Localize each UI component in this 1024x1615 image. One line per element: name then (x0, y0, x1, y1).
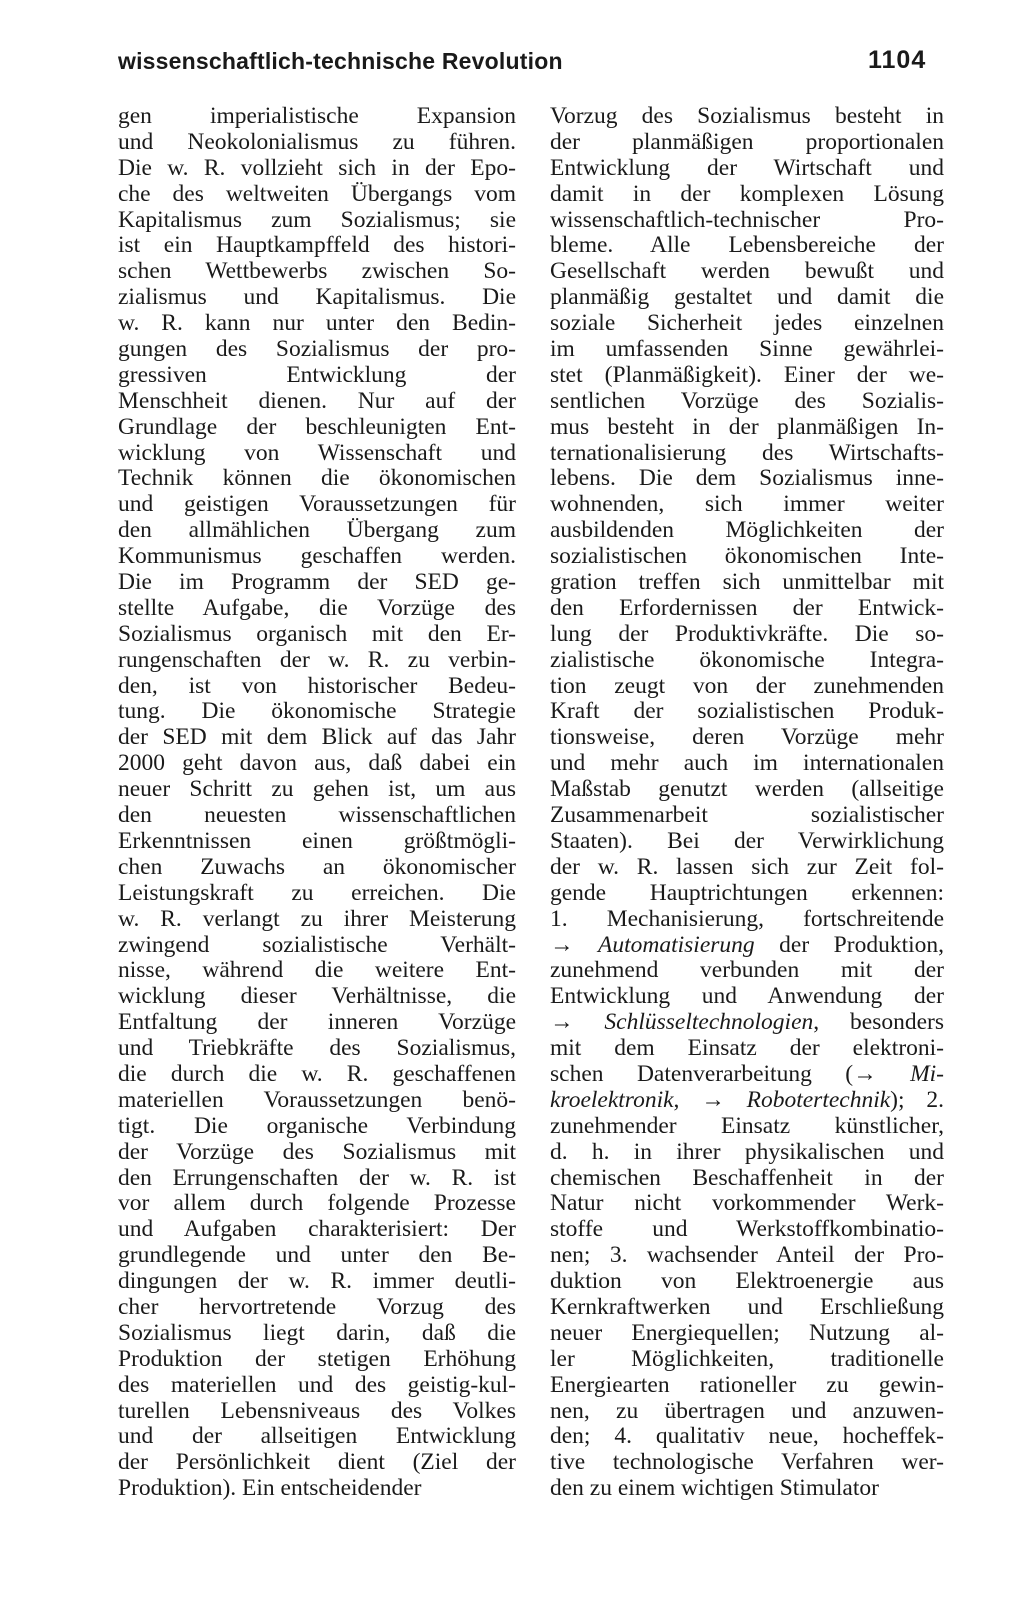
text-line: neuer Schritt zu gehen ist, um aus (118, 777, 516, 803)
text-line: tive technologische Verfahren wer- (550, 1450, 944, 1476)
text-line: nisse, während die weitere Ent- (118, 958, 516, 984)
text-line: bleme. Alle Lebensbereiche der (550, 233, 944, 259)
text-line: Die w. R. vollzieht sich in der Epo- (118, 155, 516, 181)
text-line (550, 1010, 944, 1036)
text-line: ler Möglichkeiten, traditionelle (550, 1346, 944, 1372)
text-line: tung. Die ökonomische Strategie (118, 699, 516, 725)
text-line: damit in der komplexen Lösung (550, 181, 944, 207)
text-line: gen imperialistische Expansion (118, 104, 516, 129)
text-line: dingungen der w. R. immer deutli- (118, 1269, 516, 1295)
text-line: Entwicklung und Anwendung der (550, 984, 944, 1010)
text-line: den, ist von historischer Bedeu- (118, 673, 516, 699)
text-line: und mehr auch im internationalen (550, 751, 944, 777)
text-line: der SED mit dem Blick auf das Jahr (118, 725, 516, 751)
text-line: Natur nicht vorkommender Werk- (550, 1191, 944, 1217)
text-line: den neuesten wissenschaftlichen (118, 803, 516, 829)
text-segment: der Produktion, (754, 932, 944, 958)
text-line: chen Zuwachs an ökonomischer (118, 854, 516, 880)
text-line: duktion von Elektroenergie aus (550, 1269, 944, 1295)
text-line: und Neokolonialismus zu führen. (118, 129, 516, 155)
text-line: Entwicklung der Wirtschaft und (550, 155, 944, 181)
text-line: 2000 geht davon aus, daß dabei ein (118, 751, 516, 777)
text-line: wissenschaftlich-technischer Pro- (550, 207, 944, 233)
text-line: den Erfordernissen der Entwick- (550, 595, 944, 621)
cross-reference-term: Robotertechnik (746, 1087, 891, 1113)
text-line: wicklung von Wissenschaft und (118, 440, 516, 466)
text-line: wohnenden, sich immer weiter (550, 492, 944, 518)
text-line: Vorzug des Sozialismus besteht in (550, 104, 944, 129)
text-line: gende Hauptrichtungen erkennen: (550, 880, 944, 906)
text-line: stoffe und Werkstoffkombinatio- (550, 1217, 944, 1243)
text-line: der w. R. lassen sich zur Zeit fol- (550, 854, 944, 880)
text-line: Produktion der stetigen Erhöhung (118, 1346, 516, 1372)
text-line: sentlichen Vorzüge des Sozialis- (550, 388, 944, 414)
text-line: Staaten). Bei der Verwirklichung (550, 828, 944, 854)
page-number: 1104 (868, 46, 927, 74)
text-line: zwingend sozialistische Verhält- (118, 932, 516, 958)
text-segment: → (550, 1010, 605, 1036)
text-line: rungenschaften der w. R. zu verbin- (118, 647, 516, 673)
text-line (550, 933, 944, 959)
text-line: che des weltweiten Übergangs vom (118, 181, 516, 207)
text-line: im umfassenden Sinne gewährlei- (550, 337, 944, 363)
text-line: den allmählichen Übergang zum (118, 518, 516, 544)
text-line: und der allseitigen Entwicklung (118, 1424, 516, 1450)
cross-reference-term: Schlüsseltechnologien (604, 1010, 814, 1036)
text-line: Die im Programm der SED ge- (118, 570, 516, 596)
text-line: grundlegende und unter den Be- (118, 1243, 516, 1269)
text-line: schen Wettbewerbs zwischen So- (118, 259, 516, 285)
text-line: zunehmender Einsatz künstlicher, (550, 1113, 944, 1139)
text-line: der Persönlichkeit dient (Ziel der (118, 1450, 516, 1476)
text-line: den Errungenschaften der w. R. ist (118, 1165, 516, 1191)
text-line: gressiven Entwicklung der (118, 362, 516, 388)
text-line: Zusammenarbeit sozialistischer (550, 803, 944, 829)
text-line: ternationalisierung des Wirtschafts- (550, 440, 944, 466)
cross-reference-term: Automatisierung (598, 932, 755, 958)
text-line: den zu einem wichtigen Stimulator (550, 1476, 879, 1502)
text-line: zialistische ökonomische Integra- (550, 647, 944, 673)
text-line: materiellen Voraussetzungen benö- (118, 1087, 516, 1113)
text-line: neuer Energiequellen; Nutzung al- (550, 1320, 944, 1346)
text-segment: , → (673, 1087, 747, 1113)
text-line: Kommunismus geschaffen werden. (118, 544, 516, 570)
text-segment: schen Datenverarbeitung (→ (550, 1061, 911, 1087)
text-line: planmäßig gestaltet und damit die (550, 285, 944, 311)
text-line: soziale Sicherheit jedes einzelnen (550, 311, 944, 337)
text-line: cher hervortretende Vorzug des (118, 1294, 516, 1320)
text-line: tigt. Die organische Verbindung (118, 1113, 516, 1139)
text-line: w. R. kann nur unter den Bedin- (118, 311, 516, 337)
text-line: des materiellen und des geistig-kul- (118, 1372, 516, 1398)
text-line: w. R. verlangt zu ihrer Meisterung (118, 906, 516, 932)
text-line (550, 1062, 944, 1088)
text-segment: → (550, 932, 598, 958)
text-line: die durch die w. R. geschaffenen (118, 1061, 516, 1087)
text-line: stellte Aufgabe, die Vorzüge des (118, 595, 516, 621)
text-line: mus besteht in der planmäßigen In- (550, 414, 944, 440)
text-line: Grundlage der beschleunigten Ent- (118, 414, 516, 440)
running-header-title: wissenschaftlich-technische Revolution (118, 48, 563, 74)
text-line: tionsweise, deren Vorzüge mehr (550, 725, 944, 751)
text-line: sozialistischen ökonomischen Inte- (550, 544, 944, 570)
text-line: ist ein Hauptkampffeld des histori- (118, 233, 516, 259)
text-line: gration treffen sich unmittelbar mit (550, 570, 944, 596)
text-line: Sozialismus organisch mit den Er- (118, 621, 516, 647)
text-column-right (550, 104, 944, 1502)
text-line: Leistungskraft zu erreichen. Die (118, 880, 516, 906)
text-line: nen; 3. wachsender Anteil der Pro- (550, 1243, 944, 1269)
text-line: turellen Lebensniveaus des Volkes (118, 1398, 516, 1424)
text-line: d. h. in ihrer physikalischen und (550, 1139, 944, 1165)
text-line: zialismus und Kapitalismus. Die (118, 285, 516, 311)
text-line: den; 4. qualitativ neue, hocheffek- (550, 1424, 944, 1450)
text-segment: , besonders (813, 1010, 944, 1036)
text-line: wicklung dieser Verhältnisse, die (118, 984, 516, 1010)
text-line: Menschheit dienen. Nur auf der (118, 388, 516, 414)
text-line: chemischen Beschaffenheit in der (550, 1165, 944, 1191)
text-line: Kraft der sozialistischen Produk- (550, 699, 944, 725)
text-line: lebens. Die dem Sozialismus inne- (550, 466, 944, 492)
text-line: Kernkraftwerken und Erschließung (550, 1294, 944, 1320)
text-line: Maßstab genutzt werden (allseitige (550, 777, 944, 803)
text-line: der Vorzüge des Sozialismus mit (118, 1139, 516, 1165)
text-column-left (118, 104, 516, 1502)
text-line: und Triebkräfte des Sozialismus, (118, 1036, 516, 1062)
text-line: vor allem durch folgende Prozesse (118, 1191, 516, 1217)
text-line: stet (Planmäßigkeit). Einer der we- (550, 362, 944, 388)
text-segment: ); 2. (890, 1087, 944, 1113)
text-line: der planmäßigen proportionalen (550, 129, 944, 155)
text-line: tion zeugt von der zunehmenden (550, 673, 944, 699)
text-line: ausbildenden Möglichkeiten der (550, 518, 944, 544)
text-line: Kapitalismus zum Sozialismus; sie (118, 207, 516, 233)
text-line: Erkenntnissen einen größtmögli- (118, 828, 516, 854)
text-line: Technik können die ökonomischen (118, 466, 516, 492)
text-line: nen, zu übertragen und anzuwen- (550, 1398, 944, 1424)
text-line: gungen des Sozialismus der pro- (118, 337, 516, 363)
text-line: Gesellschaft werden bewußt und (550, 259, 944, 285)
text-line: und Aufgaben charakterisiert: Der (118, 1217, 516, 1243)
text-line: und geistigen Voraussetzungen für (118, 492, 516, 518)
cross-reference-term: kroelektronik (550, 1087, 674, 1113)
text-line (550, 1088, 944, 1114)
text-line: lung der Produktivkräfte. Die so- (550, 621, 944, 647)
text-line: 1. Mechanisierung, fortschreitende (550, 906, 944, 932)
text-line: mit dem Einsatz der elektroni- (550, 1036, 944, 1062)
text-line: Sozialismus liegt darin, daß die (118, 1320, 516, 1346)
text-line: Energiearten rationeller zu gewin- (550, 1372, 944, 1398)
text-line: Entfaltung der inneren Vorzüge (118, 1010, 516, 1036)
text-line: zunehmend verbunden mit der (550, 958, 944, 984)
cross-reference-term: Mi- (910, 1061, 944, 1087)
text-line: Produktion). Ein entscheidender (118, 1476, 422, 1502)
